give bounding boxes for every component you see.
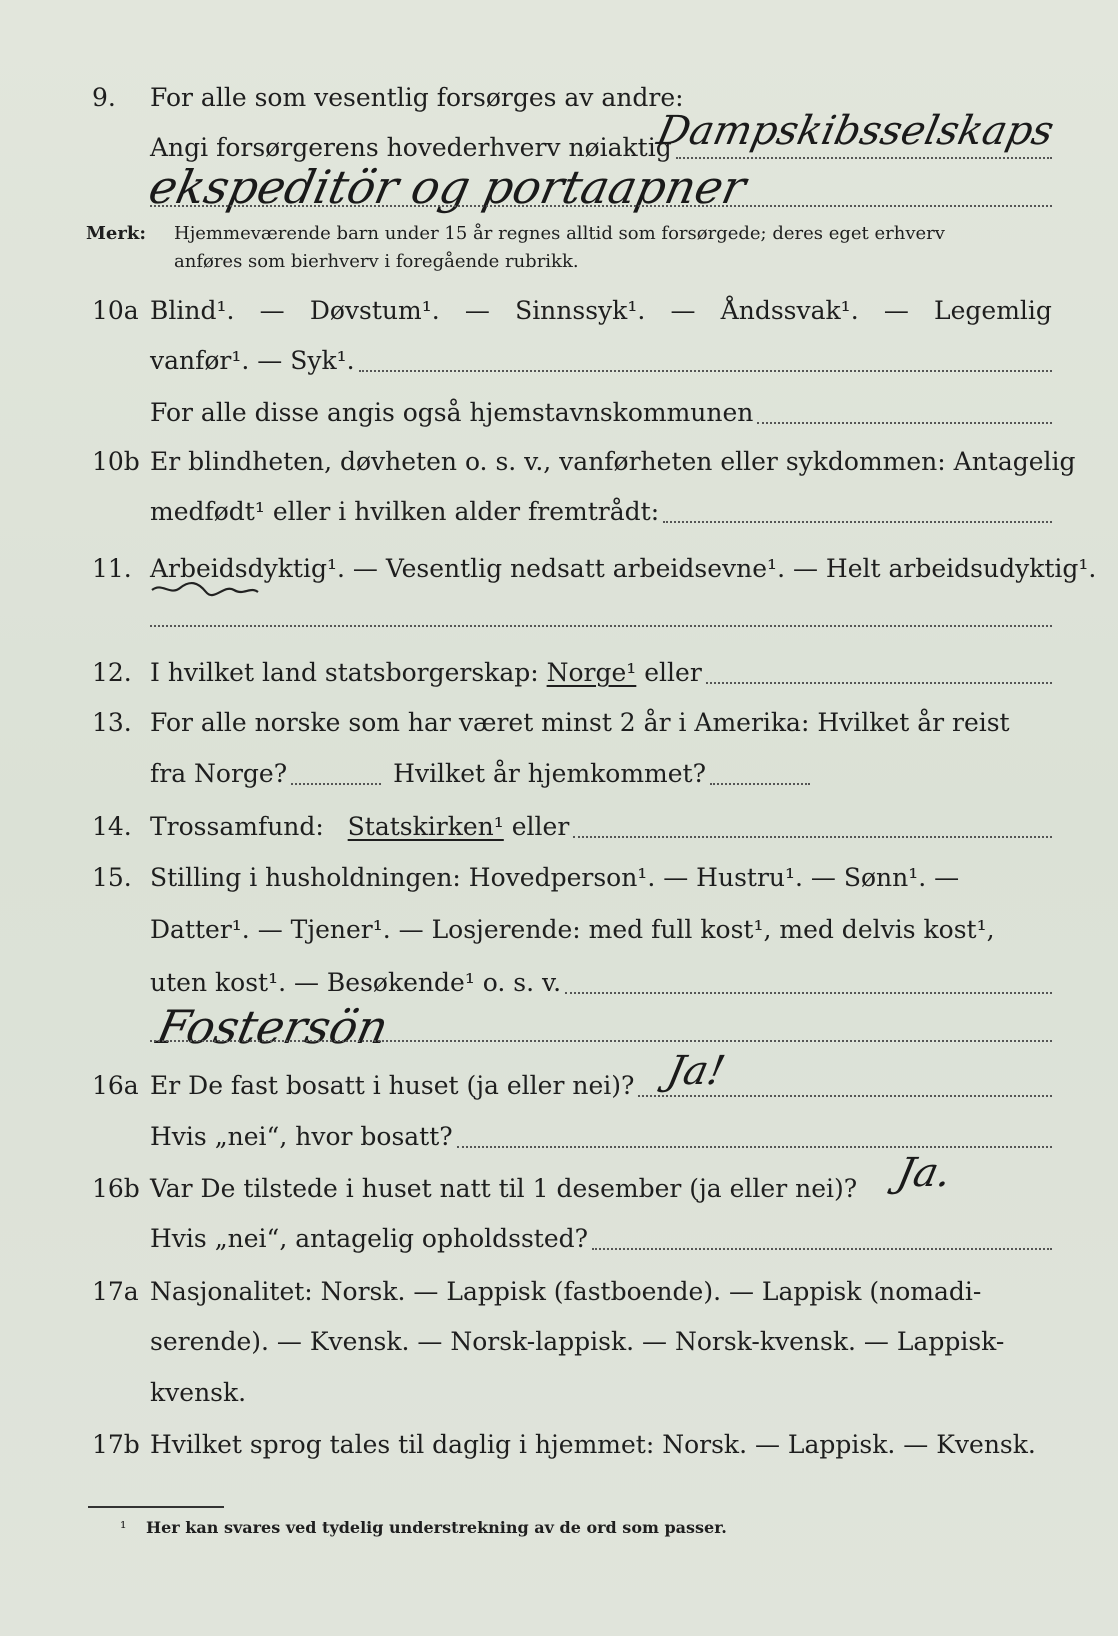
q10b-text-1: Er blindheten, døvheten o. s. v., vanførheten eller sykdommen: Antagelig	[150, 447, 1076, 476]
q12-text: I hvilket land statsborgerskap:	[150, 658, 539, 687]
q11-handwritten-underline	[150, 578, 260, 600]
q17a-line1	[0, 1272, 1118, 1312]
q15-line2	[0, 910, 1118, 950]
q9-handwritten-answer-1: Dampskibsselskaps	[653, 108, 1058, 154]
q12-line	[0, 653, 1118, 693]
q9-text: For alle som vesentlig forsørges av andre:	[150, 83, 684, 112]
footnote	[0, 1514, 1118, 1542]
q16a-leader-2	[457, 1146, 1052, 1148]
q16b-number: 16b	[92, 1174, 140, 1203]
q10a-text-2: vanfør¹. — Syk¹.	[150, 346, 355, 375]
q17b-text: Hvilket sprog tales til daglig i hjemmet: Norsk. — Lappisk. — Kvensk.	[150, 1430, 1036, 1459]
dash: —	[464, 296, 490, 325]
q9-occupation-prompt: Angi forsørgerens hovederhverv nøiaktig	[150, 133, 672, 162]
q10b-line1	[0, 442, 1118, 482]
q17a-line2	[0, 1322, 1118, 1362]
q13-line1	[0, 703, 1118, 743]
q15-answer-line	[150, 1040, 1052, 1042]
q14-text: Trossamfund:	[150, 812, 324, 841]
q15-number: 15.	[92, 863, 132, 892]
merk-label: Merk:	[86, 223, 146, 244]
q15-text-3: uten kost¹. — Besøkende¹ o. s. v.	[150, 968, 562, 997]
q10a-line1	[0, 291, 1118, 331]
merk-text-1: Hjemmeværende barn under 15 år regnes alltid som forsørgede; deres eget erhverv	[174, 223, 945, 244]
q13-text-2a: fra Norge?	[150, 759, 288, 788]
q9-answer-line	[150, 205, 1052, 207]
q17a-number: 17a	[92, 1277, 139, 1306]
dash: —	[259, 296, 285, 325]
q11-answer-line	[150, 625, 1052, 627]
q16b-text-1: Var De tilstede i huset natt til 1 desember (ja eller nei)?	[150, 1174, 858, 1203]
footnote-text: Her kan svares ved tydelig understrekning av de ord som passer.	[146, 1518, 727, 1537]
q10a-option-legemlig: Legemlig	[934, 296, 1052, 325]
q15-text-2: Datter¹. — Tjener¹. — Losjerende: med full kost¹, med delvis kost¹,	[150, 915, 995, 944]
q11-number: 11.	[92, 554, 132, 583]
q17a-text-1: Nasjonalitet: Norsk. — Lappisk (fastboende). — Lappisk (nomadi-	[150, 1277, 982, 1306]
q15-line3	[0, 963, 1118, 1003]
q16a-leader	[638, 1095, 1052, 1097]
q17a-text-3: kvensk.	[150, 1378, 247, 1407]
q10b-number: 10b	[92, 447, 140, 476]
q10a-option-sinnssyk: Sinnssyk¹.	[515, 296, 646, 325]
q10a-home-leader	[757, 422, 1052, 424]
q14-tail: eller	[511, 812, 570, 841]
q14-line	[0, 807, 1118, 847]
q15-leader	[565, 992, 1052, 994]
q16b-handwritten-answer: Ja.	[893, 1150, 956, 1196]
q10b-line2	[0, 492, 1118, 532]
q13-number: 13.	[92, 708, 132, 737]
q17a-text-2: serende). — Kvensk. — Norsk-lappisk. — Norsk-kvensk. — Lappisk-	[150, 1327, 1005, 1356]
q10a-options	[150, 291, 1052, 331]
q13-leader-b	[710, 783, 810, 785]
q9-handwritten-answer-2: ekspeditör og portaapner	[144, 160, 751, 214]
q15-handwritten-answer: Fostersön	[152, 1000, 394, 1054]
q16b-leader	[592, 1248, 1052, 1250]
merk-line2	[0, 248, 1118, 276]
q16a-text-1: Er De fast bosatt i huset (ja eller nei)?	[150, 1071, 635, 1100]
q14-choice-statskirken: Statskirken¹	[347, 812, 504, 841]
q13-line2	[0, 754, 1118, 794]
q10b-leader	[663, 521, 1052, 523]
q10a-option-blind: Blind¹.	[150, 296, 235, 325]
q14-leader	[573, 836, 1052, 838]
q17b-line	[0, 1425, 1118, 1465]
q16b-text-2: Hvis „nei“, antagelig opholdssted?	[150, 1224, 589, 1253]
q16a-handwritten-answer: Ja!	[663, 1048, 729, 1094]
q16b-line2	[0, 1219, 1118, 1259]
merk-text-2: anføres som bierhverv i foregående rubrikk.	[174, 251, 579, 272]
q12-leader	[706, 682, 1052, 684]
q13-text-1: For alle norske som har været minst 2 år i Amerika: Hvilket år reist	[150, 708, 1010, 737]
q10b-text-2: medfødt¹ eller i hvilken alder fremtrådt:	[150, 497, 660, 526]
q12-number: 12.	[92, 658, 132, 687]
q13-text-2b: Hvilket år hjemkommet?	[393, 759, 707, 788]
footnote-divider	[88, 1506, 224, 1508]
q10a-number: 10a	[92, 296, 139, 325]
dash: —	[883, 296, 909, 325]
q10a-text-3: For alle disse angis også hjemstavnskommunen	[150, 398, 754, 427]
q13-leader-a	[291, 783, 381, 785]
q16a-text-2: Hvis „nei“, hvor bosatt?	[150, 1122, 453, 1151]
q9-answer-leader	[676, 157, 1052, 159]
q10a-option-dovstum: Døvstum¹.	[309, 296, 440, 325]
q14-number: 14.	[92, 812, 132, 841]
q10a-option-andssvak: Åndssvak¹.	[720, 296, 859, 325]
q11-text: Arbeidsdyktig¹. — Vesentlig nedsatt arbeidsevne¹. — Helt arbeidsudyktig¹.	[150, 554, 1097, 583]
q12-tail: eller	[644, 658, 702, 687]
q15-line1	[0, 858, 1118, 898]
q10a-line3	[0, 393, 1118, 433]
footnote-mark: ¹	[120, 1518, 127, 1537]
q10a-line2	[0, 341, 1118, 381]
dash: —	[670, 296, 696, 325]
q15-text-1: Stilling i husholdningen: Hovedperson¹. — Hustru¹. — Sønn¹. —	[150, 863, 960, 892]
q17a-line3	[0, 1373, 1118, 1413]
q16a-line1	[0, 1066, 1118, 1106]
q12-choice-norge: Norge¹	[546, 658, 637, 687]
merk-line1	[0, 220, 1118, 248]
q16a-number: 16a	[92, 1071, 139, 1100]
q10a-leader	[359, 370, 1052, 372]
q9-number: 9.	[92, 83, 116, 112]
q17b-number: 17b	[92, 1430, 140, 1459]
